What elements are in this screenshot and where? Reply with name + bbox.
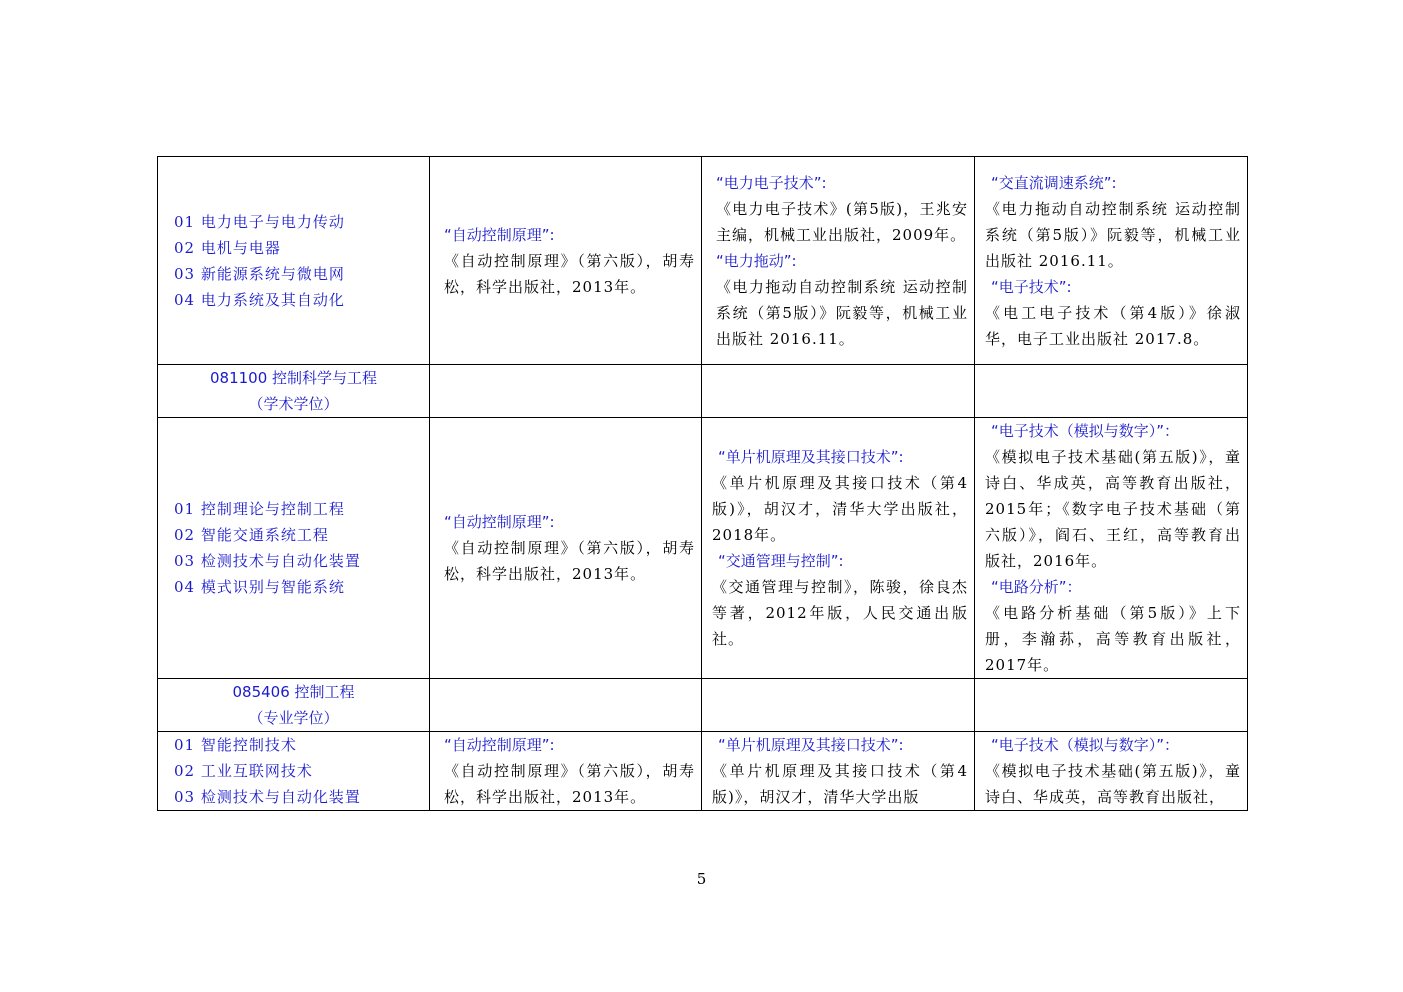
- reference-text: 《电力电子技术》(第5版)，王兆安主编，机械工业出版社，2009年。: [716, 199, 968, 244]
- subject-two-cell: [702, 732, 975, 811]
- direction-item: 03 检测技术与自动化装置: [174, 788, 361, 806]
- subject-heading: “电力电子技术”:: [716, 173, 827, 192]
- reference-text: 《自动控制原理》（第六版），胡寿松，科学出版社，2013年。: [444, 539, 695, 583]
- subject-heading: “自动控制原理”:: [444, 225, 555, 244]
- reference-text: 《模拟电子技术基础(第五版)》，童诗白、华成英，高等教育出版社，: [985, 762, 1241, 806]
- direction-item: 01 控制理论与控制工程: [174, 500, 345, 518]
- subject-two-cell: [702, 157, 975, 365]
- direction-item: 01 智能控制技术: [174, 736, 297, 754]
- empty-cell: [430, 365, 702, 418]
- direction-item: 04 模式识别与智能系统: [174, 578, 345, 596]
- subject-one-cell: [430, 157, 702, 365]
- table-row: [158, 365, 1248, 418]
- discipline-code-name: 081100 控制科学与工程: [209, 369, 378, 387]
- empty-cell: [702, 679, 975, 732]
- subject-heading: “单片机原理及其接口技术”:: [718, 448, 904, 466]
- direction-item: 02 工业互联网技术: [174, 762, 313, 780]
- reference-text: 《单片机原理及其接口技术（第4版)》，胡汉才，清华大学出版社，2018年。: [712, 474, 968, 544]
- reference-text: 《单片机原理及其接口技术（第4版)》，胡汉才，清华大学出版: [712, 762, 968, 806]
- empty-cell: [702, 365, 975, 418]
- subject-heading: “电子技术”:: [991, 277, 1072, 296]
- subject-heading: “电力拖动”:: [716, 251, 797, 270]
- reference-text: 《自动控制原理》（第六版），胡寿松，科学出版社，2013年。: [444, 762, 695, 806]
- reference-text: 《电路分析基础（第5版）》上下册，李瀚荪，高等教育出版社，2017年。: [985, 604, 1241, 674]
- subject-one-cell: [430, 418, 702, 679]
- table-row: [158, 157, 1248, 365]
- subject-three-cell: [975, 418, 1248, 679]
- reference-text: 《电力拖动自动控制系统 运动控制系统（第5版）》阮毅等，机械工业出版社 2016.11。: [985, 199, 1241, 270]
- direction-item: 03 检测技术与自动化装置: [174, 552, 361, 570]
- empty-cell: [975, 679, 1248, 732]
- subject-heading: “电子技术（模拟与数字）”：: [991, 422, 1180, 440]
- reference-text: 《模拟电子技术基础(第五版)》，童诗白、华成英，高等教育出版社，2015年；《数字电子技术基础（第六版）》，阎石、王红，高等教育出版社，2016年。: [985, 448, 1241, 570]
- direction-item: 01 电力电子与电力传动: [174, 212, 345, 231]
- reference-text: 《自动控制原理》（第六版），胡寿松，科学出版社，2013年。: [444, 251, 695, 296]
- empty-cell: [430, 679, 702, 732]
- discipline-title-cell: [158, 365, 430, 418]
- subject-heading: “单片机原理及其接口技术”:: [718, 736, 904, 754]
- empty-cell: [975, 365, 1248, 418]
- subject-three-cell: [975, 732, 1248, 811]
- direction-item: 02 电机与电器: [174, 238, 281, 257]
- exam-reference-table: [157, 156, 1248, 811]
- discipline-title-cell: [158, 679, 430, 732]
- subject-heading: “交直流调速系统”:: [991, 173, 1117, 192]
- subject-heading: “自动控制原理”:: [444, 513, 555, 531]
- table-row: [158, 732, 1248, 811]
- page-number: 5: [696, 870, 707, 888]
- subject-two-cell: [702, 418, 975, 679]
- directions-cell: [158, 418, 430, 679]
- directions-cell: [158, 157, 430, 365]
- subject-heading: “自动控制原理”:: [444, 736, 555, 754]
- table-row: [158, 418, 1248, 679]
- degree-type: （专业学位）: [248, 709, 339, 727]
- reference-text: 《电力拖动自动控制系统 运动控制系统（第5版）》阮毅等，机械工业出版社 2016.11。: [716, 277, 968, 348]
- reference-text: 《交通管理与控制》，陈骏，徐良杰等著，2012年版，人民交通出版社。: [712, 578, 968, 648]
- direction-item: 02 智能交通系统工程: [174, 526, 329, 544]
- subject-heading: “电子技术（模拟与数字）”：: [991, 736, 1180, 754]
- subject-three-cell: [975, 157, 1248, 365]
- subject-one-cell: [430, 732, 702, 811]
- subject-heading: “交通管理与控制”:: [718, 552, 844, 570]
- directions-cell: [158, 732, 430, 811]
- table-row: [158, 679, 1248, 732]
- direction-item: 03 新能源系统与微电网: [174, 264, 345, 283]
- reference-text: 《电工电子技术（第4版）》徐淑华，电子工业出版社 2017.8。: [985, 303, 1241, 348]
- direction-item: 04 电力系统及其自动化: [174, 290, 345, 309]
- discipline-code-name: 085406 控制工程: [232, 683, 355, 701]
- degree-type: （学术学位）: [248, 395, 339, 413]
- subject-heading: “电路分析”：: [991, 578, 1082, 596]
